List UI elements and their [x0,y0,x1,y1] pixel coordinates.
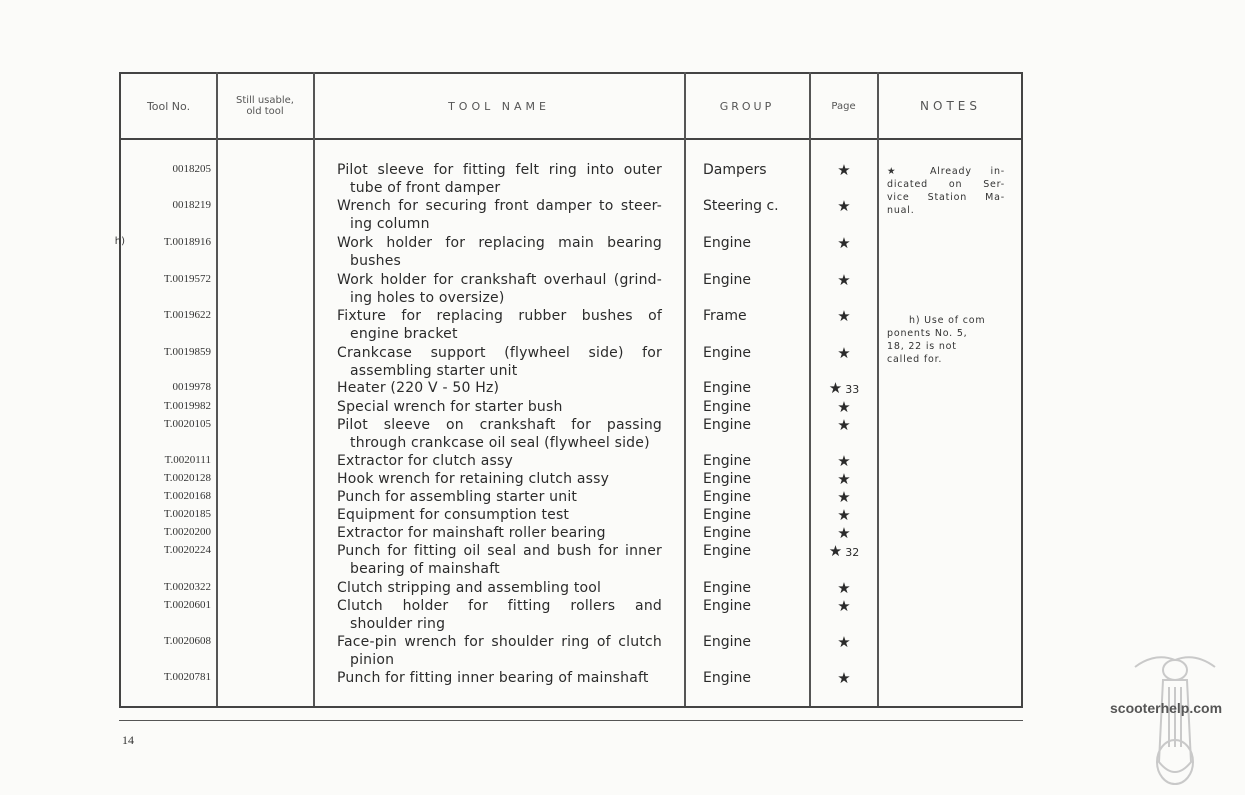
star-icon: ★ [837,597,851,615]
tool-group: Engine [703,345,751,361]
tool-page [809,344,879,363]
tool-name-line1: Heater (220 V - 50 Hz) [337,380,500,396]
header-page: Page [831,100,856,112]
tool-group: Engine [703,399,751,415]
col-divider-2 [313,72,315,706]
tool-name [337,398,662,416]
star-icon: ★ [828,379,843,397]
tool-name [337,524,662,542]
tool-page [809,271,879,290]
header-tool-name: TOOL NAME [448,99,550,113]
tool-page [809,398,879,417]
star-icon: ★ [837,416,851,434]
note2-line2: ponents No. 5, [887,328,968,339]
star-icon: ★ [837,506,851,524]
tool-name [337,197,662,233]
star-icon: ★ [837,271,851,289]
tool-group: Steering c. [703,198,779,214]
star-icon: ★ [837,524,851,542]
note-h-components [887,314,999,366]
star-icon: ★ [837,307,851,325]
note1-line4: nual. [887,205,915,216]
tool-page [809,597,879,616]
tool-name-line2: ing column [350,216,430,232]
tool-name-line2: shoulder ring [350,616,446,632]
table-bottom-rule [119,706,1023,708]
tool-name-line1: Special wrench for starter bush [337,399,563,415]
tool-number: T.0020185 [163,508,211,520]
note2-line4: called for. [887,354,943,365]
tool-page [809,542,879,562]
tool-number: T.0020601 [163,599,211,611]
tool-number: 0018205 [172,163,211,175]
tool-name-line1: Pilot sleeve on crankshaft for passing [337,417,662,433]
tool-group: Engine [703,380,751,396]
star-icon: ★ [837,234,851,252]
tool-name [337,379,662,397]
tool-group: Engine [703,670,751,686]
tool-name-line1: Punch for fitting inner bearing of mainshaft [337,670,649,686]
star-icon: ★ [828,542,843,560]
star-icon: ★ [837,633,851,651]
tool-name [337,669,662,687]
note2-line1: h) Use of com [909,315,986,326]
tool-name-line1: Clutch holder for fitting rollers and [337,598,662,614]
tool-name-line1: Extractor for clutch assy [337,453,514,469]
star-icon: ★ [837,488,851,506]
tool-name-line1: Punch for assembling starter unit [337,489,578,505]
tool-page [809,524,879,543]
header-tool-no: Tool No. [146,99,191,113]
header-divider [119,138,1023,140]
tool-name [337,234,662,270]
star-icon: ★ [837,452,851,470]
tool-number: T.0020200 [163,526,211,538]
tool-name-line2: tube of front damper [350,180,501,196]
tool-name [337,344,662,380]
tool-number: T.0020781 [163,671,211,683]
tool-number: T.0020608 [163,635,211,647]
header-old-tool: Still usable, old tool [236,95,294,117]
tool-number: T.0020111 [164,454,211,466]
tool-page [809,234,879,253]
tool-name [337,579,662,597]
tool-page [809,452,879,471]
tool-name [337,452,662,470]
tool-name-line1: Extractor for mainshaft roller bearing [337,525,606,541]
note1-line1: ★ Already in- [887,166,1005,177]
tool-group: Engine [703,235,751,251]
tool-group: Engine [703,417,751,433]
col-divider-3 [684,72,686,706]
star-icon: ★ [837,344,851,362]
tool-group: Engine [703,489,751,505]
tool-name-line1: Hook wrench for retaining clutch assy [337,471,610,487]
tool-name-line2: ing holes to oversize) [350,290,505,306]
tool-name-line1: Face-pin wrench for shoulder ring of clutch [337,634,662,650]
tool-name [337,416,662,452]
tool-page [809,161,879,180]
tool-page [809,197,879,216]
tool-group: Dampers [703,162,767,178]
tool-group: Engine [703,525,751,541]
tool-page [809,579,879,598]
tool-group: Engine [703,634,751,650]
tool-name-line2: bearing of mainshaft [350,561,500,577]
tool-name [337,307,662,343]
footer-rule [119,720,1023,721]
star-icon: ★ [837,197,851,215]
header-group: GROUP [719,99,775,113]
star-icon: ★ [837,579,851,597]
page-number: 14 [122,733,134,747]
tool-number: T.0020105 [163,418,211,430]
star-icon: ★ [837,470,851,488]
tool-name-line2: assembling starter unit [350,363,518,379]
tool-page [809,470,879,489]
brand-watermark: scooterhelp.com [1110,700,1223,716]
tool-group: Engine [703,580,751,596]
tool-number: T.0019982 [163,400,211,412]
note-already-indicated [887,165,1005,217]
tool-name [337,633,662,669]
tool-name-line1: Fixture for replacing rubber bushes of [337,308,662,324]
tool-name-line2: pinion [350,652,395,668]
tool-number: T.0020224 [163,544,211,556]
footnote-marker: h) [114,236,125,247]
tool-page [809,669,879,688]
tool-name-line1: Wrench for securing front damper to steer- [337,198,662,214]
note1-line2: dicated on Ser- [887,179,1005,190]
tool-page [809,488,879,507]
tool-name-line2: through crankcase oil seal (flywheel side) [350,435,650,451]
tool-group: Engine [703,272,751,288]
note1-line3: vice Station Ma- [887,192,1005,203]
tool-name [337,161,662,197]
tool-number: 0019978 [172,381,211,393]
star-icon: ★ [837,161,851,179]
tool-page [809,416,879,435]
note2-line3: 18, 22 is not [887,341,957,352]
tool-name [337,542,662,578]
tool-name-line1: Crankcase support (flywheel side) for [337,345,662,361]
tool-number: T.0020168 [163,490,211,502]
star-icon: ★ [837,398,851,416]
tool-number: 0018219 [172,199,211,211]
tool-group: Engine [703,598,751,614]
tool-page [809,379,879,399]
page-reference: 33 [845,383,860,396]
tool-name [337,488,662,506]
tool-name-line1: Punch for fitting oil seal and bush for inner [337,543,662,559]
tool-group: Engine [703,471,751,487]
tool-name [337,506,662,524]
tool-name-line1: Equipment for consumption test [337,507,570,523]
tool-name [337,597,662,633]
tool-page [809,633,879,652]
tool-name [337,271,662,307]
tool-group: Engine [703,453,751,469]
tool-name-line1: Pilot sleeve for fitting felt ring into outer [337,162,662,178]
tool-number: T.0019859 [163,346,211,358]
tool-name-line1: Work holder for replacing main bearing [337,235,662,251]
tool-number: T.0020128 [163,472,211,484]
tool-name-line2: bushes [350,253,402,269]
tool-name [337,470,662,488]
header-notes: NOTES [920,99,981,113]
tool-number: T.0019622 [163,309,211,321]
tool-number: T.0020322 [163,581,211,593]
tool-name-line1: Work holder for crankshaft overhaul (grind- [337,272,662,288]
star-icon: ★ [837,669,851,687]
tool-group: Engine [703,507,751,523]
tool-group: Engine [703,543,751,559]
tool-number: T.0018916 [163,236,211,248]
tool-page [809,307,879,326]
tool-number: T.0019572 [163,273,211,285]
col-divider-1 [216,72,218,706]
tool-group: Frame [703,308,747,324]
tool-page [809,506,879,525]
tool-name-line2: engine bracket [350,326,458,342]
page-reference: 32 [845,546,860,559]
tool-name-line1: Clutch stripping and assembling tool [337,580,602,596]
